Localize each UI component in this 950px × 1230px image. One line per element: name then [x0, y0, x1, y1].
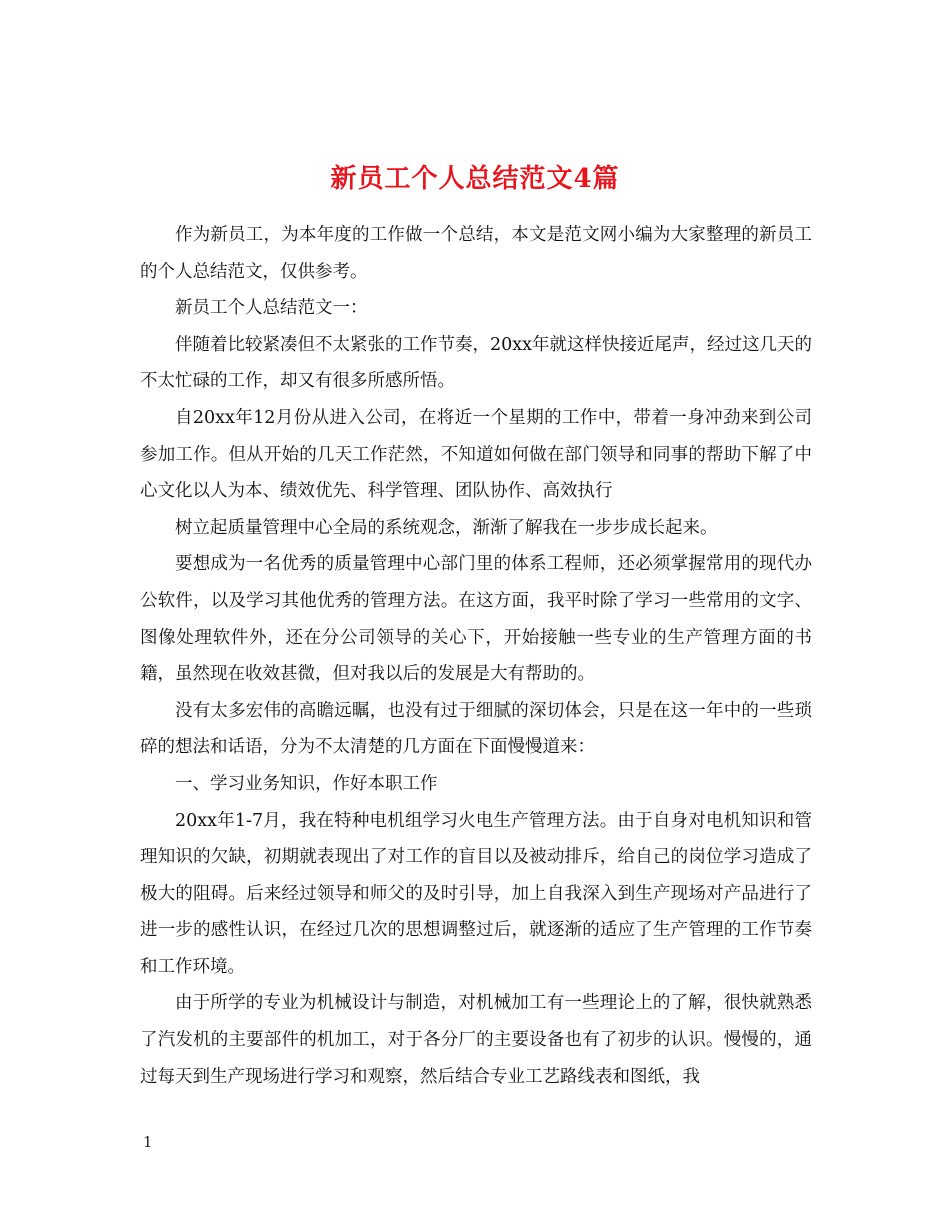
paragraph: 没有太多宏伟的高瞻远瞩，也没有过于细腻的深切体会，只是在这一年中的一些琐碎的想法和话语，分为不太清楚的几方面在下面慢慢道来：: [140, 700, 812, 758]
paragraph: 自20xx年12月份从进入公司，在将近一个星期的工作中，带着一身冲劲来到公司参加工作。但从开始的几天工作茫然，不知道如何做在部门领导和同事的帮助下解了中心文化以人为本、绩效优先、科学管理、团队协作、高效执行: [140, 407, 812, 502]
document-body: [140, 217, 812, 1095]
paragraph-subheading: 一、学习业务知识，作好本职工作: [175, 773, 438, 794]
paragraph: 由于所学的专业为机械设计与制造，对机械加工有一些理论上的了解，很快就熟悉了汽发机的主要部件的机加工，对于各分厂的主要设备也有了初步的认识。慢慢的，通过每天到生产现场进行学习和观察，然后结合专业工艺路线表和图纸，我: [140, 993, 812, 1087]
paragraph: 伴随着比较紧凑但不太紧张的工作节奏，20xx年就这样快接近尾声，经过这几天的不太忙碌的工作，却又有很多所感所悟。: [140, 334, 813, 392]
paragraph-section-heading: 新员工个人总结范文一：: [175, 298, 368, 319]
paragraph-intro: 作为新员工，为本年度的工作做一个总结，本文是范文网小编为大家整理的新员工的个人总结范文，仅供参考。: [140, 225, 812, 282]
paragraph: 树立起质量管理中心全局的系统观念，渐渐了解我在一步步成长起来。: [175, 517, 718, 538]
document-title: 新员工个人总结范文4篇: [330, 164, 620, 195]
paragraph: 20xx年1-7月，我在特种电机组学习火电生产管理方法。由于自身对电机知识和管理知识的欠缺，初期就表现出了对工作的盲目以及被动排斥，给自己的岗位学习造成了极大的阻碍。后来经过领导和师父的及时引导，加上自我深入到生产现场对产品进行了进一步的感性认识，在经过几次的思想调整过后，就逐渐的适应了生产管理的工作节奏和工作环境。: [140, 810, 812, 977]
page-number: 1: [143, 1133, 153, 1151]
paragraph: 要想成为一名优秀的质量管理中心部门里的体系工程师，还必须掌握常用的现代办公软件，以及学习其他优秀的管理方法。在这方面，我平时除了学习一些常用的文字、图像处理软件外，还在分公司领导的关心下，开始接触一些专业的生产管理方面的书籍，虽然现在收效甚微，但对我以后的发展是大有帮助的。: [140, 554, 812, 685]
